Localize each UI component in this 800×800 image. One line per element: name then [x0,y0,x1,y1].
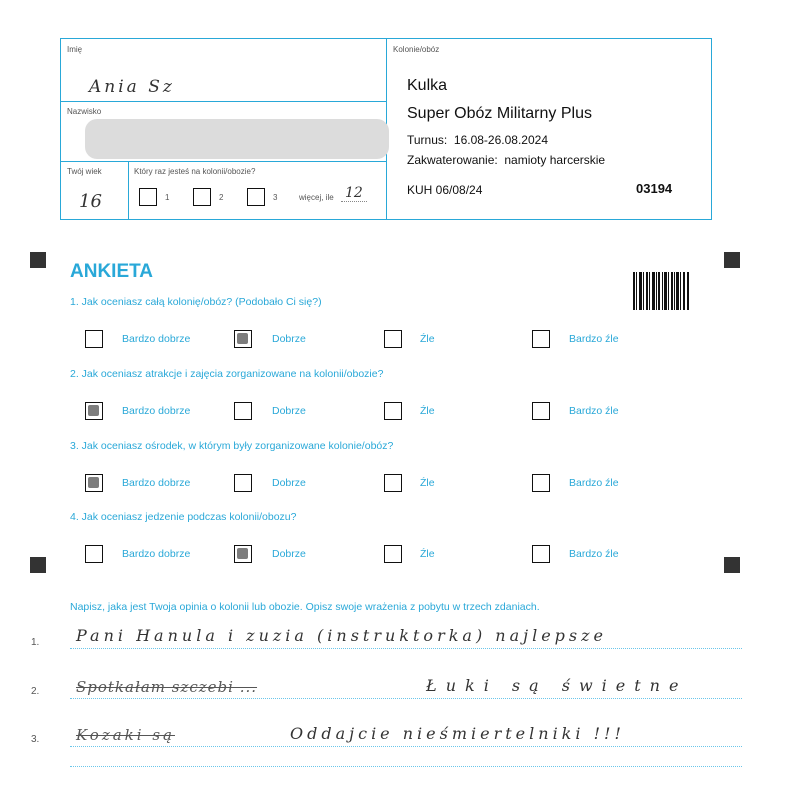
question-1-text: 1. Jak oceniasz całą kolonię/obóz? (Podobało Ci się?) [70,296,322,308]
opinion-line-2-struck: Spotkałam szczebi ... [76,678,258,696]
registration-mark-top-right [724,252,740,268]
registration-mark-top-left [30,252,46,268]
question-1-option-4-label: Bardzo źle [569,333,619,345]
turnus: Turnus: 16.08-26.08.2024 [407,133,548,147]
question-2-option-4-label: Bardzo źle [569,405,619,417]
camp-name: Kulka [407,77,448,94]
opinion-line-1-text[interactable]: Pani Hanula i zuzia (instruktorka) najlepsze [76,626,608,645]
question-1-option-4-checkbox[interactable] [532,330,550,348]
question-1-option-1-label: Bardzo dobrze [122,333,191,345]
opinion-line-2-rule [70,698,742,699]
checkbox-scribble-mark [237,548,248,559]
question-4-option-2-checkbox[interactable] [234,545,252,563]
question-4-option-4-checkbox[interactable] [532,545,550,563]
question-4-option-3-checkbox[interactable] [384,545,402,563]
question-3-option-3-checkbox[interactable] [384,474,402,492]
question-3-option-4-label: Bardzo źle [569,477,619,489]
ktory-raz-opt-2: 2 [219,193,224,202]
question-1-option-2-label: Dobrze [272,333,306,345]
question-2-option-2-checkbox[interactable] [234,402,252,420]
question-1-option-3-checkbox[interactable] [384,330,402,348]
kolonie-label: Kolonie/obóz [393,45,440,54]
ktory-raz-label: Który raz jesteś na kolonii/obozie? [134,167,256,176]
opinion-line-1-rule [70,648,742,649]
wiecej-label: więcej, ile [299,193,334,202]
question-3-option-1-checkbox[interactable] [85,474,103,492]
opinion-prompt: Napisz, jaka jest Twoja opinia o kolonii lub obozie. Opisz swoje wrażenia z pobytu w trzech zdaniach. [70,601,540,613]
survey-title: ANKIETA [70,261,154,282]
wiecej-value[interactable]: 12 [341,185,367,202]
header-form [60,38,712,220]
registration-mark-bottom-left [30,557,46,573]
question-1-option-1-checkbox[interactable] [85,330,103,348]
nazwisko-label: Nazwisko [67,107,102,116]
wiek-label: Twój wiek [67,167,102,176]
opinion-line-2-text[interactable]: Łuki są świetne [426,676,688,695]
opinion-line-3-number: 3. [31,734,40,745]
registration-mark-bottom-right [724,557,740,573]
question-4-option-1-checkbox[interactable] [85,545,103,563]
ktory-raz-opt-1: 1 [165,193,170,202]
opinion-line-3-rule [70,746,742,747]
checkbox-scribble-mark [237,333,248,344]
question-4-option-1-label: Bardzo dobrze [122,548,191,560]
question-4-option-2-label: Dobrze [272,548,306,560]
wiek-value[interactable]: 16 [79,191,102,212]
camp-title: Super Obóz Militarny Plus [407,105,592,122]
imie-label: Imię [67,45,83,54]
question-2-text: 2. Jak oceniasz atrakcje i zajęcia zorganizowane na kolonii/obozie? [70,368,384,380]
question-3-option-1-label: Bardzo dobrze [122,477,191,489]
opinion-line-4-rule [70,766,742,767]
imie-value[interactable]: Ania Sz [89,77,175,97]
question-2-option-2-label: Dobrze [272,405,306,417]
opinion-line-3-text[interactable]: Oddajcie nieśmiertelniki !!! [290,724,625,743]
barcode [633,272,689,310]
question-3-option-2-label: Dobrze [272,477,306,489]
zakwaterowanie: Zakwaterowanie: namioty harcerskie [407,153,606,167]
opinion-line-2-number: 2. [31,686,40,697]
question-2-option-1-checkbox[interactable] [85,402,103,420]
question-4-option-3-label: Źle [420,548,435,560]
question-2-option-3-label: Źle [420,405,435,417]
question-4-text: 4. Jak oceniasz jedzenie podczas kolonii/obozu? [70,511,297,523]
camp-code: KUH 06/08/24 [407,183,483,197]
opinion-line-1-number: 1. [31,637,40,648]
question-3-option-4-checkbox[interactable] [532,474,550,492]
question-1-option-3-label: Źle [420,333,435,345]
question-3-text: 3. Jak oceniasz ośrodek, w którym były zorganizowane kolonie/obóz? [70,440,394,452]
question-3-option-2-checkbox[interactable] [234,474,252,492]
checkbox-scribble-mark [88,405,99,416]
question-2-option-1-label: Bardzo dobrze [122,405,191,417]
question-2-option-3-checkbox[interactable] [384,402,402,420]
question-1-option-2-checkbox[interactable] [234,330,252,348]
ktory-raz-checkbox-2[interactable] [193,188,211,206]
form-number: 03194 [636,181,673,196]
nazwisko-redacted [85,119,389,159]
question-2-option-4-checkbox[interactable] [532,402,550,420]
opinion-line-3-struck: Kozaki są [76,726,175,744]
question-4-option-4-label: Bardzo źle [569,548,619,560]
question-3-option-3-label: Źle [420,477,435,489]
ktory-raz-opt-3: 3 [273,193,278,202]
checkbox-scribble-mark [88,477,99,488]
ktory-raz-checkbox-1[interactable] [139,188,157,206]
ktory-raz-checkbox-3[interactable] [247,188,265,206]
